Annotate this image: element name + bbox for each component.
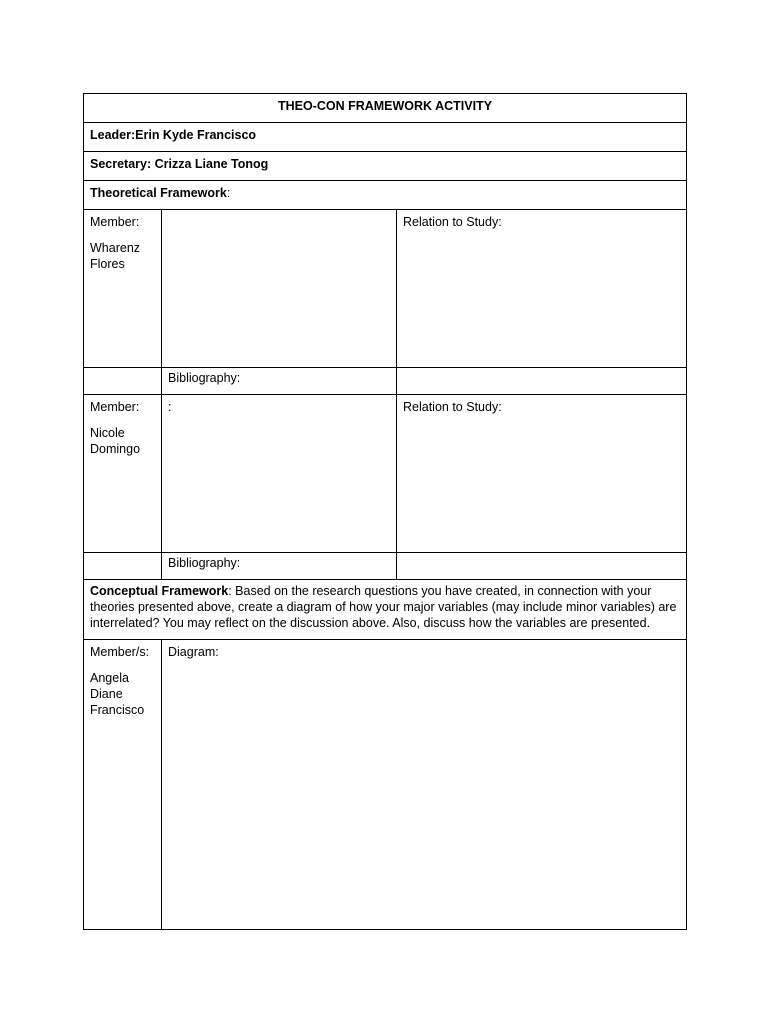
bibliography-spacer-cell [84,368,162,395]
bibliography-label: Bibliography: [168,371,241,385]
bibliography-cell-1[interactable] [162,368,397,395]
theory-cell-2[interactable]: : [162,395,397,553]
form-table [83,93,687,930]
member-name [90,670,155,718]
member-cell-2[interactable] [84,395,162,553]
member-name-line: Diane [90,687,123,701]
conceptual-text: : Based on the research questions you have created, in connection with your theories presented above, create a diagram of how your major variables (may include minor variables) are interrelated? You may reflect on the discussion above. Also, discuss how the variables are presented. [90,584,677,630]
form-title: THEO-CON FRAMEWORK ACTIVITY [84,94,687,123]
bibliography-row-1 [84,368,687,395]
bibliography-row-2 [84,553,687,580]
member-name-line: Nicole [90,426,125,440]
member-row-2 [84,395,687,553]
member-name-line: Flores [90,257,125,271]
theory-cell-1[interactable] [162,210,397,368]
bibliography-spacer-cell [84,553,162,580]
member-name [90,425,155,457]
relation-cell-1[interactable] [397,210,687,368]
bibliography-label: Bibliography: [168,556,241,570]
member-name [90,240,155,272]
diagram-row [84,640,687,930]
secretary-row [84,152,687,181]
bibliography-value-cell-2[interactable] [397,553,687,580]
secretary-field[interactable]: Secretary: Crizza Liane Tonog [84,152,687,181]
bibliography-value-cell-1[interactable] [397,368,687,395]
member-label: Member: [90,400,140,414]
bibliography-cell-2[interactable] [162,553,397,580]
members-label: Member/s: [90,645,150,659]
diagram-members-cell[interactable] [84,640,162,930]
member-name-line: Wharenz [90,241,141,255]
conceptual-row [84,580,687,640]
title-row [84,94,687,123]
theoretical-framework-heading [84,181,687,210]
relation-label: Relation to Study: [403,400,502,414]
diagram-area[interactable] [162,640,687,930]
conceptual-framework-instructions [84,580,687,640]
theoretical-row [84,181,687,210]
diagram-label: Diagram: [168,645,219,659]
member-name-line: Francisco [90,703,145,717]
member-name-line: Domingo [90,442,141,456]
member-row-1 [84,210,687,368]
relation-cell-2[interactable] [397,395,687,553]
member-label: Member: [90,215,140,229]
theoretical-label: Theoretical Framework [90,186,227,200]
theoretical-suffix: : [226,186,231,200]
relation-label: Relation to Study: [403,215,502,229]
member-cell-1[interactable] [84,210,162,368]
leader-row [84,123,687,152]
member-name-line: Angela [90,671,129,685]
conceptual-label: Conceptual Framework [90,584,229,598]
framework-form [83,93,686,929]
leader-field[interactable]: Leader:Erin Kyde Francisco [84,123,687,152]
